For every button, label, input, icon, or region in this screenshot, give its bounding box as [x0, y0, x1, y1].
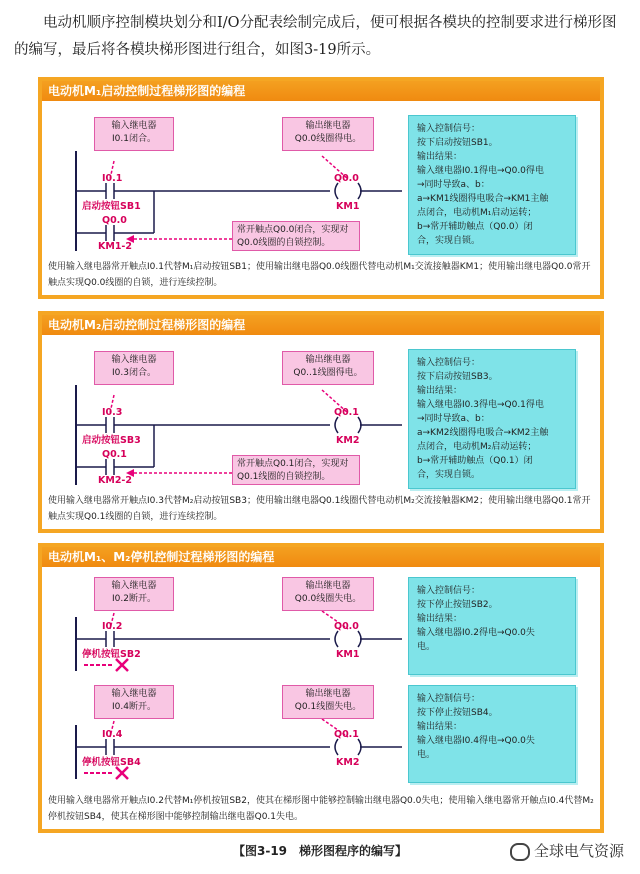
input-relay-callout: 输入继电器 I0.2断开。 — [94, 577, 174, 611]
self-lock-callout: 常开触点Q0.0闭合，实现对Q0.0线圈的自锁控制。 — [232, 221, 360, 251]
contact-name: 启动按钮SB3 — [82, 435, 141, 446]
panel-m1-start — [38, 77, 604, 299]
sticky-note: 输入控制信号： 按下停止按钮SB4。 输出结果： 输入继电器I0.4得电→Q0.0失 电。 — [408, 685, 576, 783]
output-relay-callout: 输出继电器 Q0.0线圈失电。 — [282, 577, 374, 611]
coil-label: Q0.1 — [334, 729, 359, 740]
watermark — [510, 840, 624, 861]
output-relay-callout: 输出继电器 Q0..1线圈得电。 — [282, 351, 374, 385]
contact-label: I0.3 — [102, 407, 123, 418]
holding-contact-name: KM2-2 — [98, 475, 132, 486]
sticky-note: 输入控制信号： 按下启动按钮SB3。 输出结果： 输入继电器I0.3得电→Q0.1得电 →同时导致a、b： a→KM2线圈得电吸合→KM2主触 点闭合，电动机M₂启动运转； b→常开辅助触点（Q0.1）闭 合，实现自锁。 — [408, 349, 576, 489]
panel-caption: 使用输入继电器常开触点I0.2代替M₁停机按钮SB2，使其在梯形图中能够控制输出继电器Q0.0失电；使用输入继电器常开触点I0.4代替M₂停机按钮SB4，使其在梯形图中能够控制输出继电器Q0.1失电。 — [48, 796, 594, 822]
coil-name: KM2 — [336, 757, 360, 768]
input-relay-callout: 输入继电器 I0.4断开。 — [94, 685, 174, 719]
coil-name: KM1 — [336, 649, 360, 660]
panel-stop — [38, 543, 604, 833]
contact-name: 停机按钮SB4 — [82, 757, 141, 768]
intro-paragraph: 电动机顺序控制模块划分和I/O分配表绘制完成后，便可根据各模块的控制要求进行梯形图的编写，最后将各模块梯形图进行组合，如图3-19所示。 — [14, 15, 617, 58]
contact-label: I0.2 — [102, 621, 123, 632]
coil-label: Q0.0 — [334, 173, 359, 184]
panel-title: 电动机M₁启动控制过程梯形图的编程 — [42, 81, 600, 101]
sticky-note: 输入控制信号： 按下启动按钮SB1。 输出结果： 输入继电器I0.1得电→Q0.0得电 →同时导致a、b： a→KM1线圈得电吸合→KM1主触 点闭合，电动机M₁启动运转； b→常开辅助触点（Q0.0）闭 合，实现自锁。 — [408, 115, 576, 255]
coil-name: KM1 — [336, 201, 360, 212]
panel-title: 电动机M₁、M₂停机控制过程梯形图的编程 — [42, 547, 600, 567]
output-relay-callout: 输出继电器 Q0.1线圈失电。 — [282, 685, 374, 719]
contact-label: I0.4 — [102, 729, 123, 740]
output-relay-callout: 输出继电器 Q0.0线圈得电。 — [282, 117, 374, 151]
panel-caption: 使用输入继电器常开触点I0.3代替M₂启动按钮SB3；使用输出继电器Q0.1线圈代替电动机M₂交流接触器KM2；使用输出继电器Q0.1常开触点实现Q0.1线圈的自锁，进行连续控制。 — [48, 496, 591, 522]
figure-caption: 【图3-19 梯形图程序的编写】 — [232, 844, 408, 858]
sticky-note: 输入控制信号： 按下停止按钮SB2。 输出结果： 输入继电器I0.2得电→Q0.0失 电。 — [408, 577, 576, 675]
coil-name: KM2 — [336, 435, 360, 446]
input-relay-callout: 输入继电器 I0.3闭合。 — [94, 351, 174, 385]
holding-contact-label: Q0.1 — [102, 449, 127, 460]
input-relay-callout: 输入继电器 I0.1闭合。 — [94, 117, 174, 151]
panel-title: 电动机M₂启动控制过程梯形图的编程 — [42, 315, 600, 335]
self-lock-callout: 常开触点Q0.1闭合，实现对Q0.1线圈的自锁控制。 — [232, 455, 360, 485]
wechat-icon — [510, 843, 530, 861]
contact-label: I0.1 — [102, 173, 123, 184]
contact-name: 启动按钮SB1 — [82, 201, 141, 212]
coil-label: Q0.1 — [334, 407, 359, 418]
holding-contact-label: Q0.0 — [102, 215, 127, 226]
panel-m2-start — [38, 311, 604, 533]
panel-caption: 使用输入继电器常开触点I0.1代替M₁启动按钮SB1；使用输出继电器Q0.0线圈代替电动机M₁交流接触器KM1；使用输出继电器Q0.0常开触点实现Q0.0线圈的自锁，进行连续控制。 — [48, 262, 591, 288]
holding-contact-name: KM1-2 — [98, 241, 132, 252]
coil-label: Q0.0 — [334, 621, 359, 632]
contact-name: 停机按钮SB2 — [82, 649, 141, 660]
watermark-text: 全球电气资源 — [533, 842, 624, 860]
